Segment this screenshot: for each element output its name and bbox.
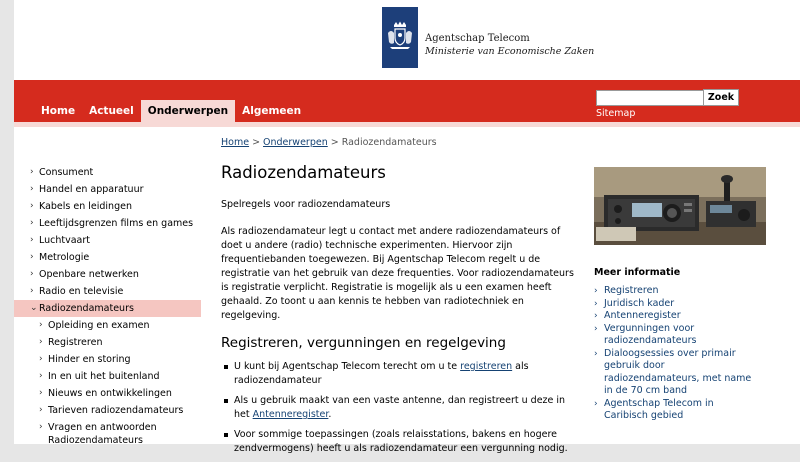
chevron-right-icon: › — [594, 298, 598, 309]
meer-link-dialoogsessies[interactable]: › Dialoogsessies over primair gebruik door radiozendamateurs, met name in de 70 cm band — [594, 347, 752, 396]
chevron-right-icon: › — [30, 218, 34, 228]
main-content — [221, 162, 574, 454]
intro-text: Spelregels voor radiozendamateurs — [221, 199, 391, 210]
bullet-icon — [224, 399, 228, 403]
radio-equipment-photo — [594, 167, 766, 245]
list-item: Voor sommige toepassingen (zoals relaisstations, bakens en hogere zendvermogens) heeft u als radiozendamateur een vergunning nodig. — [221, 428, 571, 456]
breadcrumb — [221, 137, 437, 148]
sidebar-item-kabels-en-leidingen[interactable]: › Kabels en leidingen — [14, 198, 201, 215]
intro-paragraph: Als radiozendamateur legt u contact met andere radiozendamateurs of doet u andere (radio) technische experimenten. Hiervoor zijn frequentiebanden toegewezen. Bij Agentschap Telecom regelt u de registratie van het gebruik van deze frequenties. Voor radiozendamateurs is registratie verplicht. Registratie is mogelijk als u een examen heeft gehaald. Zo toont u aan kennis te hebben van radiotechniek en regelgeving. — [221, 226, 574, 321]
sidebar-subitem-hinder-en-storing[interactable]: › Hinder en storing — [14, 351, 201, 368]
rijksoverheid-emblem-icon[interactable] — [382, 7, 418, 68]
antenneregister-link[interactable]: Antenneregister — [252, 409, 329, 420]
sidebar-item-handel-en-apparatuur[interactable]: › Handel en apparatuur — [14, 181, 201, 198]
sidebar-item-openbare-netwerken[interactable]: › Openbare netwerken — [14, 266, 201, 283]
breadcrumb-onderwerpen[interactable]: Onderwerpen — [263, 137, 328, 148]
tab-algemeen[interactable]: Algemeen — [242, 105, 302, 117]
chevron-right-icon: › — [30, 235, 34, 245]
sidebar-subitem-nieuws[interactable]: › Nieuws en ontwikkelingen — [14, 385, 201, 402]
chevron-right-icon: › — [30, 252, 34, 262]
sidebar-subitem-registreren[interactable]: › Registreren — [14, 334, 201, 351]
meer-link-caribisch-gebied[interactable]: › Agentschap Telecom in Caribisch gebied — [594, 397, 714, 421]
page-title: Radiozendamateurs — [221, 163, 386, 182]
chevron-right-icon: › — [30, 269, 34, 279]
agency-name: Agentschap Telecom — [425, 33, 530, 44]
sidebar-subitem-tarieven[interactable]: › Tarieven radiozendamateurs — [14, 402, 201, 419]
nav-tabs — [34, 100, 308, 122]
logo-header — [14, 0, 800, 80]
sidebar-subitem-opleiding-en-examen[interactable]: › Opleiding en examen — [14, 317, 201, 334]
chevron-right-icon: › — [30, 167, 34, 177]
sidebar-item-consument[interactable]: › Consument — [14, 164, 201, 181]
tab-actueel[interactable]: Actueel — [89, 105, 134, 117]
list-item: U kunt bij Agentschap Telecom terecht om u te registreren als radiozendamateur — [221, 360, 571, 388]
chevron-right-icon: › — [30, 184, 34, 194]
chevron-right-icon: › — [39, 405, 43, 415]
tab-onderwerpen[interactable]: Onderwerpen — [141, 100, 235, 122]
sidebar-item-leeftijdsgrenzen[interactable]: › Leeftijdsgrenzen films en games — [14, 215, 201, 232]
chevron-right-icon: › — [39, 371, 43, 381]
section-heading: Registreren, vergunningen en regelgeving — [221, 335, 506, 351]
chevron-right-icon: › — [594, 398, 598, 409]
sidebar-item-metrologie[interactable]: › Metrologie — [14, 249, 201, 266]
meer-link-juridisch-kader[interactable]: › Juridisch kader — [594, 297, 675, 309]
nav-divider — [14, 122, 800, 127]
chevron-right-icon: › — [594, 311, 598, 321]
chevron-down-icon: ⌄ — [30, 303, 38, 313]
meer-informatie-list — [594, 285, 774, 423]
tab-home[interactable]: Home — [41, 105, 76, 117]
chevron-right-icon: › — [39, 320, 43, 330]
sidebar-item-radiozendamateurs[interactable]: ⌄ Radiozendamateurs — [14, 300, 201, 317]
bullet-list — [221, 360, 571, 462]
search-input[interactable] — [596, 90, 706, 106]
breadcrumb-current: Radiozendamateurs — [341, 137, 437, 148]
chevron-right-icon: › — [30, 286, 34, 296]
meer-link-vergunningen[interactable]: › Vergunningen voor radiozendamateurs — [594, 322, 697, 346]
bullet-icon — [224, 433, 228, 437]
list-item: Als u gebruik maakt van een vaste antenne, dan registreert u deze in het Antenneregister. — [221, 394, 571, 422]
sidebar-subitem-in-en-uit-buitenland[interactable]: › In en uit het buitenland — [14, 368, 201, 385]
meer-link-registreren[interactable]: › Registreren — [594, 285, 659, 296]
bullet-icon — [224, 365, 228, 369]
page — [14, 0, 800, 454]
chevron-right-icon: › — [594, 348, 598, 359]
ministry-name: Ministerie van Economische Zaken — [425, 46, 595, 57]
chevron-right-icon: › — [594, 323, 598, 334]
chevron-right-icon: › — [594, 286, 598, 296]
chevron-right-icon: › — [39, 422, 43, 432]
chevron-right-icon: › — [39, 337, 43, 347]
sidebar-item-luchtvaart[interactable]: › Luchtvaart — [14, 232, 201, 249]
meer-informatie-title: Meer informatie — [594, 267, 681, 278]
sidebar — [14, 164, 201, 449]
breadcrumb-home[interactable]: Home — [221, 137, 250, 148]
chevron-right-icon: › — [30, 201, 34, 211]
sidebar-subitem-vragen-en-antwoorden[interactable]: › Vragen en antwoorden Radiozendamateurs — [39, 422, 157, 446]
chevron-right-icon: › — [39, 354, 43, 364]
search-button[interactable]: Zoek — [703, 89, 739, 106]
breadcrumb-separator: > — [330, 137, 339, 148]
sidebar-item-radio-en-televisie[interactable]: › Radio en televisie — [14, 283, 201, 300]
chevron-right-icon: › — [39, 388, 43, 398]
meer-link-antenneregister[interactable]: › Antenneregister — [594, 310, 681, 321]
breadcrumb-separator: > — [252, 137, 261, 148]
registreren-link[interactable]: registreren — [460, 361, 513, 372]
sitemap-link[interactable]: Sitemap — [596, 108, 636, 119]
